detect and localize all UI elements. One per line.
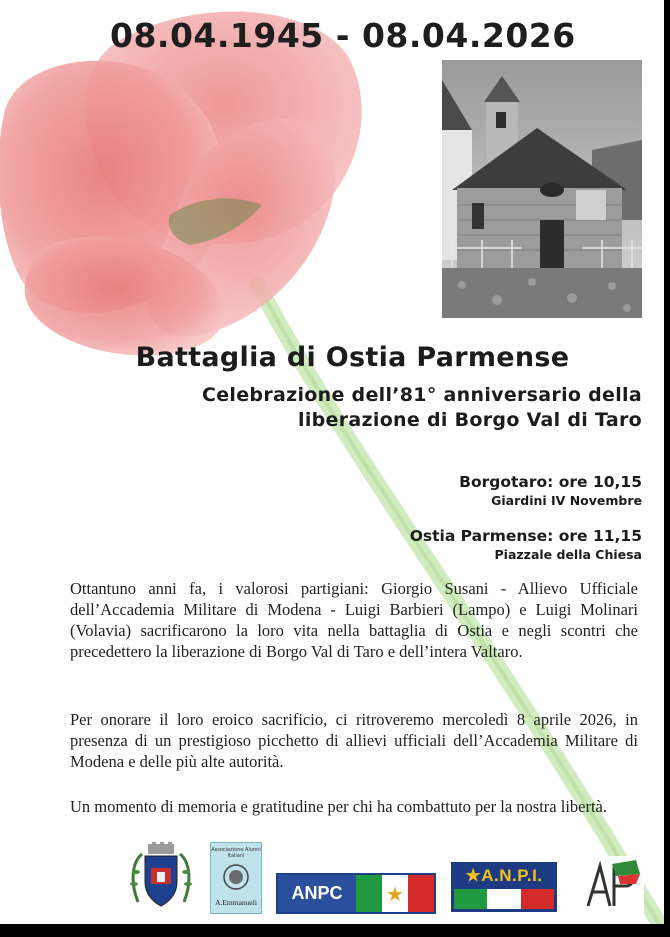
schedule-location: Giardini IV Novembre: [491, 493, 642, 508]
ap-emblem-icon: [574, 856, 644, 916]
schedule-place: Ostia Parmense: ore 11,15: [409, 527, 642, 545]
frame-edge-right: [664, 0, 670, 937]
anpc-logo: [276, 873, 436, 914]
schedule-item-borgotaro: [459, 473, 642, 508]
subtitle-line-2: liberazione di Borgo Val di Taro: [298, 409, 642, 431]
anpi-logo: [451, 862, 557, 912]
event-subtitle: [42, 383, 642, 433]
association-emblem-icon: [211, 862, 261, 892]
association-bottom-text: A.Emmanueli: [215, 898, 257, 907]
association-top-text: Associazione Alunni Italiani: [211, 847, 261, 859]
anpi-label: ★A.N.P.I.: [465, 866, 543, 885]
association-logo: [210, 842, 262, 914]
subtitle-line-1: Celebrazione dell’81° anniversario della: [201, 384, 642, 406]
frame-edge-bottom: [0, 924, 670, 937]
flag-red: [408, 875, 434, 912]
church-photo: [442, 60, 642, 318]
star-icon: ★: [382, 875, 408, 912]
municipal-crest-icon: [128, 842, 194, 914]
anpc-label: ANPC: [278, 875, 356, 912]
event-title: Battaglia di Ostia Parmense: [135, 342, 570, 373]
event-dates: 08.04.1945 - 08.04.2026: [110, 16, 576, 55]
paragraph-partisans: Ottantuno anni fa, i valorosi partigiani: Giorgio Susani - Allievo Ufficiale dell’Accademia Militare di Modena - Luigi Barbieri (Lampo) e Luigi Molinari (Volavia) sacrificarono la loro vita nella battaglia di Ostia e negli scontri che precedettero la liberazione di Borgo Val di Taro e dell’intera Valtaro.: [70, 579, 638, 661]
paragraph-ceremony: Per onorare il loro eroico sacrificio, ci ritroveremo mercoledì 8 aprile 2026, in presenza di un prestigioso picchetto di allievi ufficiali dell’Accademia Militare di Modena e delle più alte autorità.: [70, 710, 638, 771]
anpi-flag: [454, 889, 554, 909]
flag-green: [356, 875, 382, 912]
schedule-location: Piazzale della Chiesa: [494, 547, 642, 562]
paragraph-memory: Un momento di memoria e gratitudine per chi ha combattuto per la nostra libertà.: [70, 797, 607, 816]
schedule-item-ostia: [410, 527, 642, 562]
schedule-place: Borgotaro: ore 10,15: [459, 473, 642, 491]
